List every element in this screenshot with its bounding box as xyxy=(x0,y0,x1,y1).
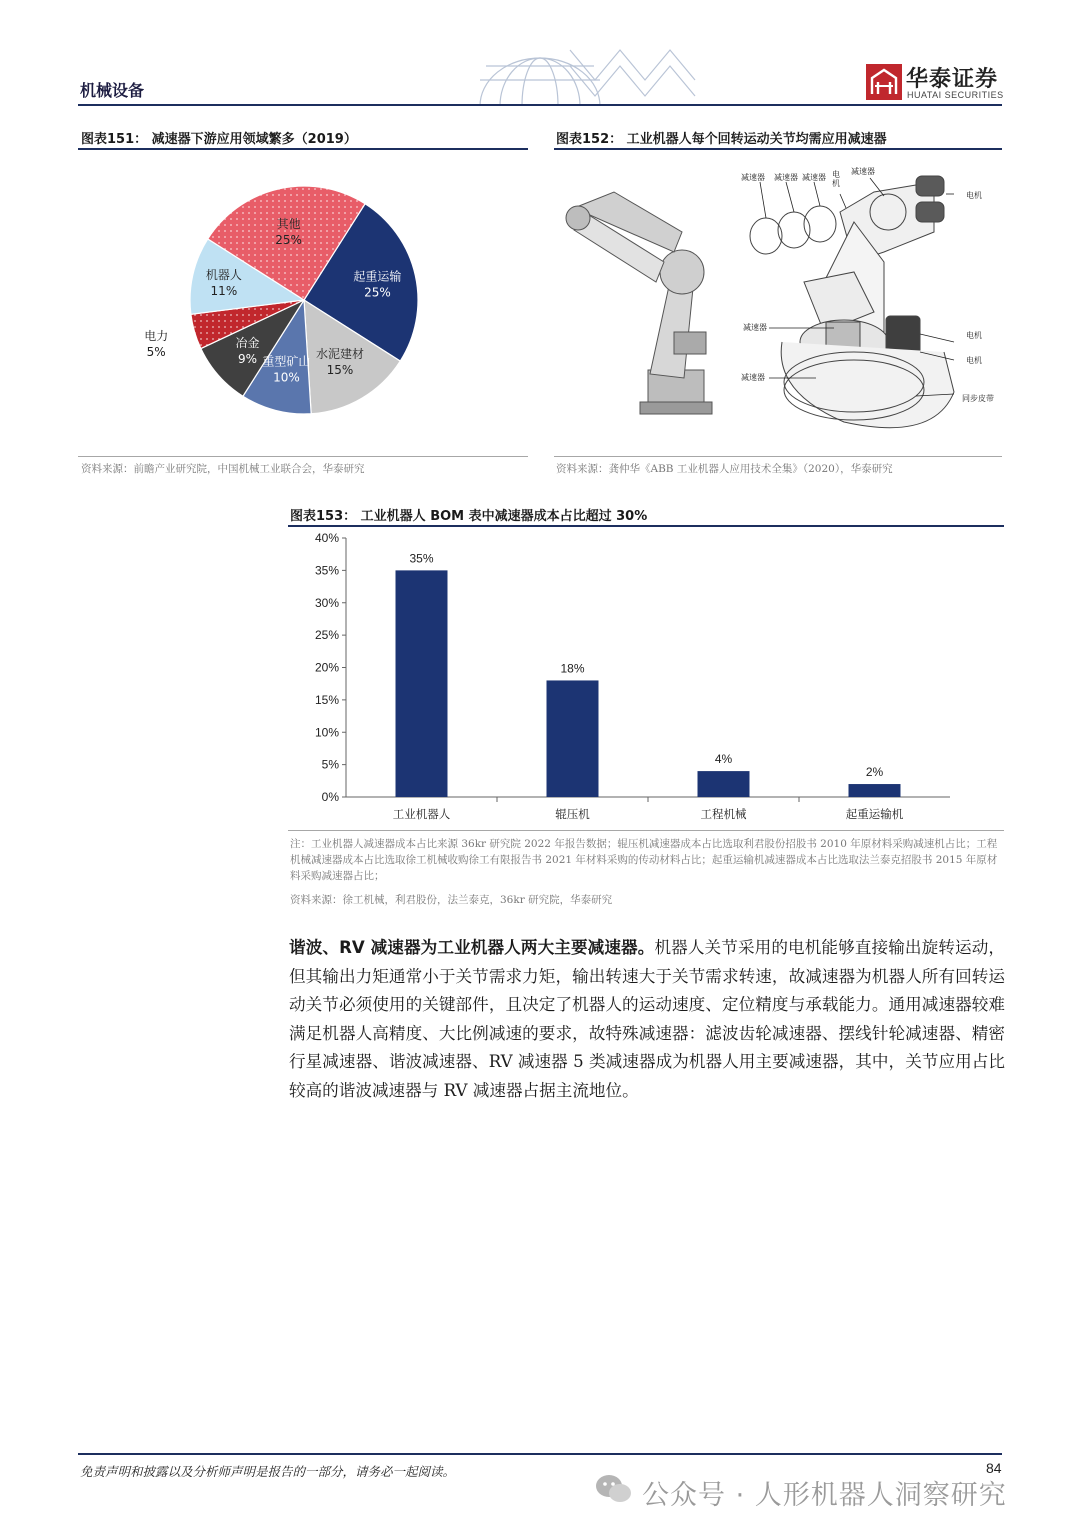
fig151-pie-chart xyxy=(78,150,528,456)
bar xyxy=(849,784,901,797)
fig151-title: 图表151： 减速器下游应用领域繁多（2019） xyxy=(81,132,357,147)
pie-slice-label: 水泥建材 xyxy=(315,346,364,361)
pie-slice-label: 重型矿山 xyxy=(262,354,311,369)
callout-motor: 电机 xyxy=(966,191,982,200)
bar-data-label: 18% xyxy=(560,661,585,676)
pie-slice-value: 5% xyxy=(146,344,166,359)
fig153-source: 资料来源：徐工机械，利君股份，法兰泰克，36kr 研究院，华泰研究 xyxy=(290,894,613,906)
callout-reducer: 减速器 xyxy=(741,173,765,182)
bar-category-label: 辊压机 xyxy=(555,807,590,821)
body-text: 机器人关节采用的电机能够直接输出旋转运动，但其输出力矩通常小于关节需求力矩，输出转速大于关节需求转速，故减速器为机器人所有回转运动关节必须使用的关键部件，且决定了机器人的运动速度、定位精度与承载能力。通用减速器较难满足机器人高精度、大比例减速的要求，故特殊减速器：滤波齿轮减速器、摆线针轮减速器、精密行星减速器、谐波减速器、RV 减速器 5 类减速器成为机器人用主要减速器，其中，关节应用占比较高的谐波减速器与 RV 减速器占据主流地位。 xyxy=(289,938,1005,1100)
bar-data-label: 2% xyxy=(865,765,884,780)
header-globe-decoration xyxy=(420,40,700,106)
callout-reducer: 减速器 xyxy=(774,173,798,182)
bar xyxy=(547,680,599,797)
callout-motor: 电机 xyxy=(966,331,982,340)
bar-y-tick-label: 20% xyxy=(314,660,339,675)
pie-slice-value: 10% xyxy=(273,370,300,385)
fig153-title: 图表153： 工业机器人 BOM 表中减速器成本占比超过 30% xyxy=(290,509,648,524)
callout-motor: 电机 xyxy=(966,356,982,365)
callout-reducer: 减速器 xyxy=(741,373,765,382)
bar-y-tick-label: 40% xyxy=(314,531,339,545)
bar xyxy=(698,771,750,797)
fig152-title: 图表152： 工业机器人每个回转运动关节均需应用减速器 xyxy=(556,132,887,147)
robot-photo xyxy=(566,192,712,414)
bar-category-label: 工业机器人 xyxy=(392,807,451,821)
bar-category-label: 起重运输机 xyxy=(845,807,904,821)
pie-slice-label: 机器人 xyxy=(205,268,242,283)
bar xyxy=(396,570,448,797)
pie-slice-label: 电力 xyxy=(144,328,169,343)
pie-slice-value: 25% xyxy=(364,285,391,300)
fig151-source: 资料来源：前瞻产业研究院，中国机械工业联合会，华泰研究 xyxy=(81,463,365,475)
callout-motor: 电机 xyxy=(832,170,840,188)
pie-slice-label: 起重运输 xyxy=(353,269,402,284)
bar-y-tick-label: 35% xyxy=(314,563,339,578)
callout-timing-belt: 同步皮带 xyxy=(962,394,994,403)
bar-data-label: 4% xyxy=(714,752,733,767)
pie-slice-value: 15% xyxy=(326,362,354,377)
bar-y-tick-label: 25% xyxy=(314,628,339,643)
logo-text-cn: 华泰证券 xyxy=(906,67,999,92)
robot-arm-diagram xyxy=(554,152,1002,454)
fig153-note: 注：工业机器人减速器成本占比来源 36kr 研究院 2022 年报告数据；辊压机减速器成本占比选取利君股份招股书 2010 年原材料采购减速机占比；工程机械减速器成本占比选取徐工机械收购徐工有限报告书 2021 年材料采购的传动材料占比；起重运输机减速器成本占比选取法兰泰克招股书 2015 年原材料采购减速器占比； xyxy=(290,838,998,882)
pie-slice-value: 25% xyxy=(275,233,302,248)
callout-reducer: 减速器 xyxy=(743,323,767,332)
body-lead: 谐波、RV 减速器为工业机器人两大主要减速器。 xyxy=(289,938,655,957)
footer-rule xyxy=(78,1453,1002,1455)
fig152-bottom-rule xyxy=(554,456,1002,457)
body-paragraph xyxy=(289,934,1005,1106)
bar-y-tick-label: 10% xyxy=(314,725,339,740)
bar-y-tick-label: 5% xyxy=(321,757,339,772)
fig152-source: 资料来源：龚仲华《ABB 工业机器人应用技术全集》（2020），华泰研究 xyxy=(556,463,893,475)
footer-disclaimer: 免责声明和披露以及分析师声明是报告的一部分，请务必一起阅读。 xyxy=(80,1464,456,1479)
fig151-bottom-rule xyxy=(78,456,528,457)
pie-slice-label: 冶金 xyxy=(235,335,260,350)
pie-slice-label: 其他 xyxy=(276,217,301,232)
bar-y-tick-label: 30% xyxy=(314,595,339,610)
huatai-logo-icon xyxy=(866,64,902,100)
bar-data-label: 35% xyxy=(409,551,434,566)
pie-slice-value: 9% xyxy=(238,351,258,366)
fig153-bottom-rule xyxy=(288,830,1004,831)
section-label: 机械设备 xyxy=(80,81,145,100)
watermark-text: 公众号 · 人形机器人洞察研究 xyxy=(642,1480,1007,1511)
pie-slice-value: 11% xyxy=(210,284,238,299)
fig152-top-rule xyxy=(554,148,1002,150)
bar-y-tick-label: 0% xyxy=(321,790,339,804)
callout-reducer: 减速器 xyxy=(802,173,826,182)
bar-category-label: 工程机械 xyxy=(700,807,747,821)
fig153-bar-chart xyxy=(288,527,1004,830)
header-rule xyxy=(78,104,1002,106)
wechat-icon xyxy=(594,1472,634,1506)
bar-y-tick-label: 15% xyxy=(314,692,339,707)
callout-reducer: 减速器 xyxy=(851,167,875,176)
page-number: 84 xyxy=(986,1460,1002,1476)
logo-text-en: HUATAI SECURITIES xyxy=(907,90,1004,100)
